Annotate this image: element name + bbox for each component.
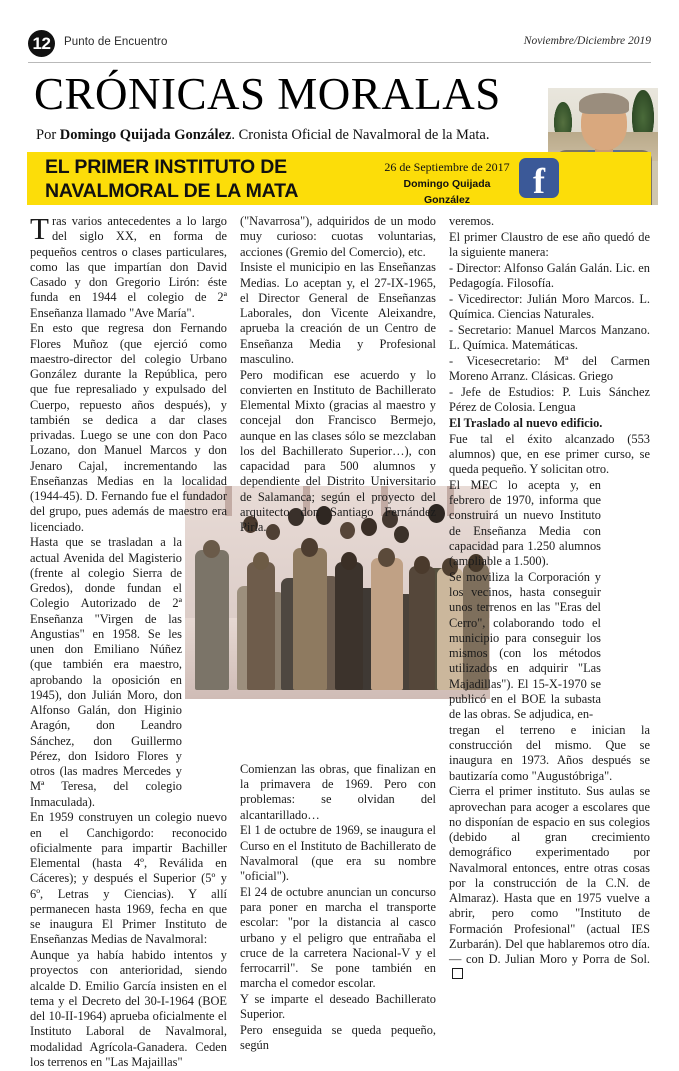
paragraph: tregan el terreno e inician la construcción del mismo. Que se inaugura en 1973. Años después se bautizaría como "Augustóbriga". — [449, 722, 650, 783]
paragraph: ("Navarrosa"), adquiridos de un modo muy curioso: cuotas voluntarias, acciones (Gremio del Comercio), etc. — [240, 214, 436, 259]
facebook-glyph: f — [533, 161, 545, 198]
paragraph: Aunque ya había habido intentos y proyectos con anterioridad, siendo alcalde D. Emilio García insisten en el tema y el Decreto del 30-I-1964 (BOE del 10-II-1964) aprueba oficialmente el Instituto Laboral de Navalmoral, modalidad Agrícola-Ganadera. Ceden los terrenos en "Las Majaillas" — [30, 948, 227, 1069]
paragraph-text: Cierra el primer instituto. Sus aulas se aprovechan para acoger a escolares que no disponían de espacio en sus colegios (debido al gran crecimiento demográfico experimentado por Navalmoral entonces, entre otras cosas por la construcción de la C.N. de Almaraz). Hasta que en 1975 vuelve a abrir, pero como "Instituto de Formación Profesional" (actual IES Zurbarán). Del que hablaremos otro día. — con D. Julian Moro y Porra de Sol. — [449, 784, 650, 966]
header-divider — [28, 62, 651, 63]
photo-gap-spacer — [240, 536, 436, 762]
paragraph: En 1959 construyen un colegio nuevo en el Canchigordo: reconocido oficialmente para impartir Bachiller Elemental (hasta 4º, Reválida en Cáceres); y después el Superior (5º y 6º, Letras y Ciencias). Y allí permanecen hasta 1969, fecha en que se inaugura El Primer Instituto de Enseñanzas Medias de Navalmoral: — [30, 810, 227, 947]
paragraph: El primer Claustro de ese año quedó de la siguiente manera: — [449, 229, 650, 259]
byline-prefix: Por — [36, 127, 60, 143]
portrait-tree2-icon — [554, 102, 572, 136]
banner-author: Domingo Quijada González — [403, 178, 491, 206]
faculty-list-item: - Secretario: Manuel Marcos Manzano. L. Química. Matemáticas. — [449, 322, 650, 352]
running-head — [28, 30, 651, 60]
faculty-list-item: - Vicesecretario: Mª del Carmen Moreno Arranz. Clásicas. Griego — [449, 353, 650, 383]
article-column-2 — [240, 214, 436, 1054]
byline-suffix: . Cronista Oficial de Navalmoral de la Mata. — [231, 127, 490, 143]
faculty-list-item: - Jefe de Estudios: P. Luis Sánchez Pérez de Colosia. Lengua — [449, 384, 650, 414]
byline-author: Domingo Quijada González — [59, 127, 232, 143]
subheading: El Traslado al nuevo edificio. — [449, 415, 603, 430]
section-name: Punto de Encuentro — [64, 36, 168, 48]
paragraph: Insiste el municipio en las Enseñanzas Medias. Lo aceptan y, el 27-IX-1965, el Director General de Enseñanzas Laborales, don Vicente Aleixandre, aprueba la creación de un Centro de Enseñanza Media y Profesional masculino. — [240, 260, 436, 366]
paragraph: Pero enseguida se queda pequeño, según — [240, 1023, 436, 1053]
paragraph: El 1 de octubre de 1969, se inaugura el Curso en el Instituto de Bachillerato de Navalmoral (que era su nombre "oficial"). — [240, 823, 436, 883]
facebook-icon[interactable] — [519, 158, 559, 198]
banner-headline-line1: EL PRIMER INSTITUTO DE — [45, 156, 287, 178]
issue-date: Noviembre/Diciembre 2019 — [523, 35, 651, 47]
paragraph: Comienzan las obras, que finalizan en la primavera de 1969. Pero con problemas: se olvidan del alcantarillado… — [240, 761, 436, 822]
banner-date: 26 de Septiembre de 2017 — [384, 160, 510, 174]
paragraph: Tras varios antecedentes a lo largo del siglo XX, en forma de pequeños centros o clases particulares, como las que impartían don David Casado y don Gregorio Lirón: éste funda en 1944 el colegio de 2ª Enseñanza llamado "Ave María". — [30, 211, 227, 320]
banner-headline — [45, 155, 385, 203]
banner-meta — [383, 159, 511, 208]
paragraph: El MEC lo acepta y, en febrero de 1970, informa que construirá un nuevo Instituto de Enseñanza Media con capacidad para 1.250 alumnos (ampliable a 1.500). — [449, 477, 601, 568]
article-banner — [27, 152, 651, 205]
paragraph: Se moviliza la Corporación y los vecinos, hasta conseguir unos terrenos en las "Eras del Cerro", colaborando todo el municipio para conseguir los mismos (con los métodos utilizados en adquirir "Las Majadillas"). El 15-X-1970 se publicó en el BOE la subasta de las obras. Se adjudica, en- — [449, 569, 601, 721]
banner-headline-line2: NAVALMORAL DE LA MATA — [45, 180, 299, 202]
portrait-tree-icon — [632, 90, 654, 136]
paragraph: En esto que regresa don Fernando Flores Muñoz (que ejerció como maestro-director del colegio Urbano González durante la República, pero que fue represaliado y expulsado del Cuerpo, repuesto años después), y también se dedica a dar clases privadas. Luego se une con don Paco Lozano, don Manuel Marcos y don Jenaro Cajal, incrementando las Enseñanzas Medias en la localidad (1944-45). D. Fernando fue el fundador del grupo, pues además de maestro era licenciado. — [30, 321, 227, 534]
paragraph: veremos. — [449, 214, 495, 228]
paragraph: Y se imparte el deseado Bachillerato Superior. — [240, 992, 436, 1022]
page-number-badge: 12 — [28, 30, 55, 57]
paragraph: Hasta que se trasladan a la actual Avenida del Magisterio (frente al colegio Sierra de Gredos), donde fundan el Colegio Autorizado de 2ª Enseñanza "Virgen de las Angustias" en 1958. Se les unen don Emiliano Núñez (que también era maestro, aprobando la oposición en 1945), don Julián Moro, don Alfonso Galán, don Higinio Aragón, don Leandro Sánchez, don Guillermo Pérez, don Isidoro Flores y otros (las madres Mercedes y Mª Teresa, del colegio Inmaculada). — [30, 535, 182, 809]
faculty-list-item: - Director: Alfonso Galán Galán. Lic. en Pedagogía. Filosofía. — [449, 260, 650, 290]
paragraph: El 24 de octubre anuncian un concurso para poner en marcha el transporte escolar: "por la distancia al casco urbano y el peligro que entrañaba el cruce de la carretera Nacional-V y el ferrocarril". Se pone también en marcha el comedor escolar. — [240, 884, 436, 991]
end-of-article-mark — [452, 968, 463, 979]
portrait-hair — [579, 93, 629, 114]
article-column-1 — [30, 211, 227, 1071]
faculty-list-item: - Vicedirector: Julián Moro Marcos. L. Química. Ciencias Naturales. — [449, 291, 650, 321]
paragraph: Pero modifican ese acuerdo y lo convierten en Instituto de Bachillerato Elemental Mixto (gracias al maestro y concejal don Francisco Bermejo, aunque en las clases sólo se mezclaban los del Bachillerato Superior…), con capacidad para 500 alumnos y dependiente del Distrito Universitario de Salamanca; según el proyecto del arquitecto don Santiago Fernández Pirla. — [240, 367, 436, 534]
byline — [36, 127, 546, 144]
paragraph — [449, 784, 650, 982]
page-title: CRÓNICAS MORALAS — [34, 69, 501, 119]
paragraph: Fue tal el éxito alcanzado (553 alumnos) que, en ese primer curso, se queda pequeño. Y solicitan otro. — [449, 431, 650, 476]
article-column-3 — [449, 214, 650, 983]
